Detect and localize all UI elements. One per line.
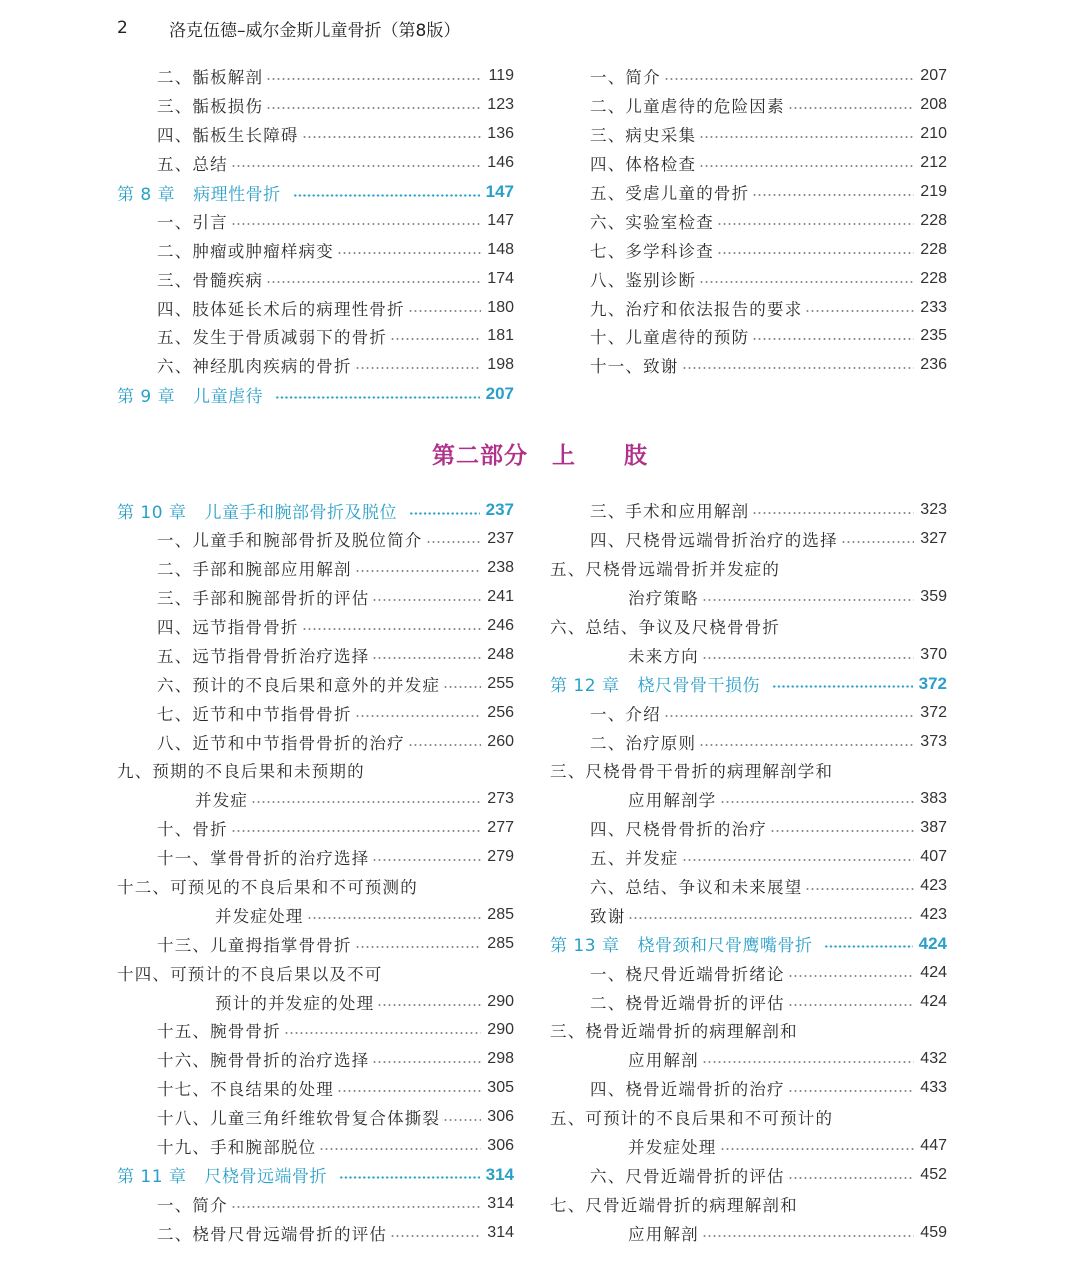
dot-leader bbox=[770, 830, 914, 832]
entry-title: 一、简介 bbox=[590, 68, 661, 88]
toc-entry bbox=[550, 727, 947, 756]
dot-leader bbox=[337, 252, 481, 254]
toc-entry bbox=[117, 1132, 514, 1161]
page-ref: 372 bbox=[920, 703, 947, 721]
dot-leader bbox=[293, 194, 480, 197]
dot-leader bbox=[372, 859, 481, 861]
page-ref: 424 bbox=[920, 992, 947, 1010]
toc-entry bbox=[550, 496, 947, 525]
dot-leader bbox=[682, 859, 915, 861]
page-ref: 207 bbox=[920, 67, 947, 85]
toc-entry bbox=[550, 554, 947, 583]
chapter-number: 第 13 章 bbox=[550, 936, 620, 957]
toc-entry bbox=[550, 1074, 947, 1103]
page-ref: 208 bbox=[920, 96, 947, 114]
dot-leader bbox=[788, 1090, 915, 1092]
toc-entry bbox=[550, 785, 947, 814]
page-ref: 305 bbox=[487, 1079, 514, 1097]
dot-leader bbox=[699, 136, 914, 138]
toc-entry bbox=[117, 206, 514, 235]
page-ref: 233 bbox=[920, 298, 947, 316]
dot-leader bbox=[699, 744, 914, 746]
dot-leader bbox=[788, 1177, 915, 1179]
page-ref: 210 bbox=[920, 125, 947, 143]
toc-entry bbox=[550, 525, 947, 554]
chapter-title: 尺桡骨远端骨折 bbox=[204, 1167, 327, 1188]
dot-leader bbox=[699, 165, 914, 167]
page-ref: 306 bbox=[487, 1137, 514, 1155]
toc-entry bbox=[117, 929, 514, 958]
page-ref: 459 bbox=[920, 1223, 947, 1241]
toc-entry bbox=[117, 958, 514, 987]
page-ref: 147 bbox=[485, 182, 514, 201]
page-ref: 285 bbox=[487, 934, 514, 952]
entry-title: 五、并发症 bbox=[590, 849, 679, 869]
entry-title: 一、桡尺骨近端骨折绪论 bbox=[590, 964, 785, 984]
entry-title: 六、总结、争议和未来展望 bbox=[590, 878, 803, 898]
page-ref: 424 bbox=[918, 933, 947, 953]
dot-leader bbox=[717, 252, 914, 254]
toc-entry bbox=[117, 322, 514, 351]
toc-entry bbox=[550, 149, 947, 178]
chapter-title: 桡尺骨骨干损伤 bbox=[637, 676, 760, 697]
toc-entry bbox=[117, 785, 514, 814]
dot-leader bbox=[752, 194, 914, 196]
entry-title: 十二、可预见的不良后果和不可预测的 bbox=[117, 878, 418, 898]
entry-title: 八、鉴别诊断 bbox=[590, 270, 697, 290]
entry-title: 二、肿瘤或肿瘤样病变 bbox=[157, 241, 334, 261]
page-ref: 273 bbox=[487, 790, 514, 808]
page-ref: 387 bbox=[920, 819, 947, 837]
dot-leader bbox=[408, 744, 481, 746]
page-ref: 432 bbox=[920, 1050, 947, 1068]
toc-entry bbox=[550, 351, 947, 380]
toc-entry bbox=[117, 293, 514, 322]
dot-leader bbox=[372, 599, 481, 601]
page-ref: 447 bbox=[920, 1137, 947, 1155]
entry-title: 五、总结 bbox=[157, 155, 228, 175]
page-ref: 241 bbox=[487, 588, 514, 606]
page-ref: 136 bbox=[487, 125, 514, 143]
page-ref: 260 bbox=[487, 732, 514, 750]
toc-entry bbox=[550, 293, 947, 322]
page-header bbox=[117, 13, 460, 43]
dot-leader bbox=[307, 917, 482, 919]
dot-leader bbox=[355, 570, 482, 572]
toc-entry bbox=[117, 1218, 514, 1247]
dot-leader bbox=[628, 917, 914, 919]
dot-leader bbox=[266, 78, 482, 80]
dot-leader bbox=[772, 685, 913, 688]
dot-leader bbox=[752, 512, 914, 514]
entry-title: 三、桡骨近端骨折的病理解剖和 bbox=[550, 1022, 798, 1042]
toc-entry bbox=[550, 756, 947, 785]
dot-leader bbox=[302, 628, 482, 630]
page-ref: 123 bbox=[487, 96, 514, 114]
page-ref: 146 bbox=[487, 154, 514, 172]
toc-entry bbox=[117, 612, 514, 641]
dot-leader bbox=[426, 541, 482, 543]
toc-chapter-entry bbox=[117, 1160, 514, 1189]
dot-leader bbox=[805, 888, 914, 890]
page-ref: 228 bbox=[920, 240, 947, 258]
dot-leader bbox=[319, 1148, 481, 1150]
page-ref: 383 bbox=[920, 790, 947, 808]
dot-leader bbox=[337, 1090, 481, 1092]
dot-leader bbox=[841, 541, 914, 543]
dot-leader bbox=[702, 1061, 914, 1063]
page-ref: 119 bbox=[488, 67, 514, 85]
entry-title: 并发症处理 bbox=[215, 906, 304, 926]
entry-title: 并发症处理 bbox=[628, 1138, 717, 1158]
page-ref: 237 bbox=[487, 530, 514, 548]
toc-entry bbox=[117, 1074, 514, 1103]
entry-title: 七、近节和中节指骨骨折 bbox=[157, 704, 352, 724]
page-ref: 423 bbox=[920, 877, 947, 895]
page-ref: 327 bbox=[920, 530, 947, 548]
dot-leader bbox=[699, 281, 914, 283]
dot-leader bbox=[717, 223, 914, 225]
entry-title: 十八、儿童三角纤维软骨复合体撕裂 bbox=[157, 1109, 441, 1129]
entry-title: 二、桡骨尺骨远端骨折的评估 bbox=[157, 1224, 388, 1244]
dot-leader bbox=[275, 396, 480, 399]
dot-leader bbox=[390, 338, 481, 340]
entry-title: 三、骨髓疾病 bbox=[157, 270, 264, 290]
page-ref: 423 bbox=[920, 905, 947, 923]
chapter-title: 儿童手和腕部骨折及脱位 bbox=[204, 502, 397, 523]
dot-leader bbox=[702, 1235, 914, 1237]
toc-entry bbox=[117, 351, 514, 380]
toc-entry bbox=[550, 1045, 947, 1074]
entry-title: 治疗策略 bbox=[628, 589, 699, 609]
toc-entry bbox=[117, 1045, 514, 1074]
toc-column-top-left bbox=[117, 62, 514, 409]
toc-entry bbox=[550, 264, 947, 293]
toc-entry bbox=[117, 843, 514, 872]
toc-entry bbox=[117, 1189, 514, 1218]
toc-column-top-right bbox=[550, 62, 947, 380]
chapter-number: 第 8 章 bbox=[117, 184, 176, 205]
page-ref: 323 bbox=[920, 501, 947, 519]
page-ref: 372 bbox=[918, 673, 947, 693]
toc-entry bbox=[117, 149, 514, 178]
page-number: 2 bbox=[117, 18, 128, 38]
toc-entry bbox=[117, 756, 514, 785]
entry-title: 应用解剖 bbox=[628, 1224, 699, 1244]
toc-entry bbox=[550, 62, 947, 91]
entry-title: 二、治疗原则 bbox=[590, 733, 697, 753]
dot-leader bbox=[266, 107, 481, 109]
dot-leader bbox=[664, 78, 914, 80]
toc-entry bbox=[550, 843, 947, 872]
chapter-title: 病理性骨折 bbox=[193, 184, 281, 205]
toc-entry bbox=[117, 987, 514, 1016]
entry-title: 并发症 bbox=[195, 791, 249, 811]
entry-title: 九、预期的不良后果和未预期的 bbox=[117, 762, 365, 782]
dot-leader bbox=[664, 715, 914, 717]
page-ref: 198 bbox=[487, 356, 514, 374]
entry-title: 十七、不良结果的处理 bbox=[157, 1080, 334, 1100]
toc-entry bbox=[550, 900, 947, 929]
toc-chapter-entry bbox=[550, 929, 947, 958]
dot-leader bbox=[390, 1235, 481, 1237]
toc-chapter-entry bbox=[117, 496, 514, 525]
entry-title: 四、尺桡骨骨折的治疗 bbox=[590, 820, 767, 840]
toc-entry bbox=[117, 554, 514, 583]
entry-title: 应用解剖学 bbox=[628, 791, 717, 811]
page-ref: 277 bbox=[487, 819, 514, 837]
page-ref: 255 bbox=[487, 674, 514, 692]
page-ref: 314 bbox=[487, 1194, 514, 1212]
entry-title: 四、桡骨近端骨折的治疗 bbox=[590, 1080, 785, 1100]
dot-leader bbox=[788, 975, 915, 977]
dot-leader bbox=[302, 136, 482, 138]
entry-title: 二、手部和腕部应用解剖 bbox=[157, 560, 352, 580]
toc-entry bbox=[550, 640, 947, 669]
toc-entry bbox=[117, 872, 514, 901]
page-ref: 238 bbox=[487, 559, 514, 577]
page-ref: 424 bbox=[920, 963, 947, 981]
dot-leader bbox=[231, 1206, 481, 1208]
entry-title: 致谢 bbox=[590, 906, 626, 926]
page-ref: 279 bbox=[487, 848, 514, 866]
entry-title: 十一、致谢 bbox=[590, 357, 679, 377]
page-ref: 285 bbox=[487, 905, 514, 923]
page-ref: 181 bbox=[487, 327, 514, 345]
entry-title: 五、可预计的不良后果和不可预计的 bbox=[550, 1109, 834, 1129]
dot-leader bbox=[443, 686, 481, 688]
entry-title: 一、简介 bbox=[157, 1195, 228, 1215]
entry-title: 三、手术和应用解剖 bbox=[590, 502, 750, 522]
page-ref: 180 bbox=[487, 298, 514, 316]
entry-title: 三、病史采集 bbox=[590, 126, 697, 146]
toc-entry bbox=[550, 1016, 947, 1045]
entry-title: 十三、儿童拇指掌骨骨折 bbox=[157, 935, 352, 955]
dot-leader bbox=[443, 1119, 481, 1121]
entry-title: 三、骺板损伤 bbox=[157, 97, 264, 117]
entry-title: 一、引言 bbox=[157, 212, 228, 232]
toc-entry bbox=[550, 814, 947, 843]
toc-chapter-entry bbox=[117, 380, 514, 409]
page-ref: 359 bbox=[920, 588, 947, 606]
toc-entry bbox=[117, 62, 514, 91]
part-title: 第二部分 上 肢 bbox=[432, 442, 648, 469]
dot-leader bbox=[284, 1032, 481, 1034]
toc-entry bbox=[550, 206, 947, 235]
page-ref: 212 bbox=[920, 154, 947, 172]
entry-title: 五、受虐儿童的骨折 bbox=[590, 184, 750, 203]
page-ref: 314 bbox=[487, 1223, 514, 1241]
page-ref: 452 bbox=[920, 1165, 947, 1183]
dot-leader bbox=[372, 657, 481, 659]
dot-leader bbox=[752, 338, 914, 340]
entry-title: 十六、腕骨骨折的治疗选择 bbox=[157, 1051, 370, 1071]
entry-title: 四、肢体延长术后的病理性骨折 bbox=[157, 299, 405, 319]
toc-entry bbox=[550, 1189, 947, 1218]
entry-title: 五、尺桡骨远端骨折并发症的 bbox=[550, 560, 781, 580]
toc-entry bbox=[550, 872, 947, 901]
dot-leader bbox=[720, 1148, 915, 1150]
dot-leader bbox=[409, 512, 480, 515]
page-ref: 373 bbox=[920, 732, 947, 750]
page-ref: 314 bbox=[485, 1164, 514, 1184]
entry-title: 十五、腕骨骨折 bbox=[157, 1022, 281, 1042]
dot-leader bbox=[788, 1004, 915, 1006]
dot-leader bbox=[339, 1176, 480, 1179]
entry-title: 六、神经肌肉疾病的骨折 bbox=[157, 357, 352, 377]
toc-entry bbox=[550, 698, 947, 727]
entry-title: 三、尺桡骨骨干骨折的病理解剖学和 bbox=[550, 762, 834, 782]
dot-leader bbox=[355, 367, 482, 369]
toc-entry bbox=[550, 235, 947, 264]
page-ref: 298 bbox=[487, 1050, 514, 1068]
entry-title: 六、尺骨近端骨折的评估 bbox=[590, 1166, 785, 1186]
chapter-number: 第 11 章 bbox=[117, 1167, 187, 1188]
entry-title: 十九、手和腕部脱位 bbox=[157, 1138, 317, 1158]
page-ref: 290 bbox=[487, 992, 514, 1010]
toc-entry bbox=[117, 583, 514, 612]
page-ref: 147 bbox=[487, 211, 514, 229]
toc-entry bbox=[117, 120, 514, 149]
entry-title: 十、儿童虐待的预防 bbox=[590, 328, 750, 348]
page-ref: 290 bbox=[487, 1021, 514, 1039]
page-ref: 407 bbox=[920, 848, 947, 866]
page-ref: 306 bbox=[487, 1108, 514, 1126]
toc-entry bbox=[117, 1016, 514, 1045]
page-ref: 174 bbox=[487, 269, 514, 287]
toc-entry bbox=[550, 120, 947, 149]
entry-title: 八、近节和中节指骨骨折的治疗 bbox=[157, 733, 405, 753]
dot-leader bbox=[355, 715, 482, 717]
dot-leader bbox=[702, 657, 914, 659]
entry-title: 六、实验室检查 bbox=[590, 212, 714, 232]
toc-entry bbox=[117, 1103, 514, 1132]
entry-title: 十四、可预计的不良后果以及不可 bbox=[117, 964, 383, 984]
toc-entry bbox=[550, 178, 947, 207]
page-ref: 237 bbox=[485, 500, 514, 520]
dot-leader bbox=[377, 1004, 481, 1006]
page-ref: 256 bbox=[487, 703, 514, 721]
chapter-title: 儿童虐待 bbox=[193, 386, 264, 407]
toc-entry bbox=[117, 669, 514, 698]
toc-entry bbox=[117, 91, 514, 120]
page-ref: 248 bbox=[487, 645, 514, 663]
toc-entry bbox=[117, 727, 514, 756]
entry-title: 四、体格检查 bbox=[590, 155, 697, 175]
dot-leader bbox=[682, 367, 915, 369]
entry-title: 一、儿童手和腕部骨折及脱位简介 bbox=[157, 531, 423, 551]
entry-title: 九、治疗和依法报告的要求 bbox=[590, 299, 803, 319]
entry-title: 十、骨折 bbox=[157, 820, 228, 840]
book-title: 洛克伍德–威尔金斯儿童骨折（第8版） bbox=[169, 20, 461, 41]
page-ref: 433 bbox=[920, 1079, 947, 1097]
toc-entry bbox=[550, 1132, 947, 1161]
dot-leader bbox=[266, 281, 481, 283]
entry-title: 十一、掌骨骨折的治疗选择 bbox=[157, 849, 370, 869]
toc-entry bbox=[550, 1103, 947, 1132]
entry-title: 三、手部和腕部骨折的评估 bbox=[157, 589, 370, 609]
entry-title: 六、总结、争议及尺桡骨骨折 bbox=[550, 618, 781, 637]
entry-title: 二、儿童虐待的危险因素 bbox=[590, 97, 785, 117]
toc-chapter-entry bbox=[117, 178, 514, 207]
toc-entry bbox=[550, 1160, 947, 1189]
toc-entry bbox=[550, 958, 947, 987]
dot-leader bbox=[824, 945, 912, 948]
toc-entry bbox=[550, 987, 947, 1016]
toc-entry bbox=[550, 91, 947, 120]
dot-leader bbox=[231, 165, 481, 167]
page-ref: 207 bbox=[485, 384, 514, 404]
page-ref: 228 bbox=[920, 211, 947, 229]
entry-title: 一、介绍 bbox=[590, 704, 661, 724]
toc-entry bbox=[117, 698, 514, 727]
toc-entry bbox=[117, 264, 514, 293]
entry-title: 六、预计的不良后果和意外的并发症 bbox=[157, 675, 441, 695]
dot-leader bbox=[251, 801, 481, 803]
toc-entry bbox=[117, 814, 514, 843]
dot-leader bbox=[805, 310, 914, 312]
chapter-number: 第 12 章 bbox=[550, 676, 620, 697]
toc-entry bbox=[117, 640, 514, 669]
dot-leader bbox=[408, 310, 481, 312]
toc-entry bbox=[550, 612, 947, 641]
entry-title: 二、骺板解剖 bbox=[157, 68, 264, 88]
dot-leader bbox=[720, 801, 915, 803]
dot-leader bbox=[355, 946, 482, 948]
page-ref: 219 bbox=[920, 183, 947, 200]
entry-title: 七、多学科诊查 bbox=[590, 241, 714, 261]
entry-title: 预计的并发症的处理 bbox=[215, 993, 375, 1013]
toc-entry bbox=[117, 525, 514, 554]
page-ref: 246 bbox=[487, 617, 514, 634]
entry-title: 四、骺板生长障碍 bbox=[157, 126, 299, 146]
dot-leader bbox=[231, 830, 481, 832]
entry-title: 二、桡骨近端骨折的评估 bbox=[590, 993, 785, 1013]
page-ref: 235 bbox=[920, 327, 947, 345]
entry-title: 五、远节指骨骨折治疗选择 bbox=[157, 646, 370, 666]
toc-entry bbox=[550, 583, 947, 612]
entry-title: 四、远节指骨骨折 bbox=[157, 618, 299, 637]
entry-title: 四、尺桡骨远端骨折治疗的选择 bbox=[590, 531, 838, 551]
entry-title: 七、尺骨近端骨折的病理解剖和 bbox=[550, 1195, 798, 1215]
entry-title: 五、发生于骨质减弱下的骨折 bbox=[157, 328, 388, 348]
chapter-number: 第 10 章 bbox=[117, 502, 187, 523]
toc-entry bbox=[550, 1218, 947, 1247]
dot-leader bbox=[231, 223, 481, 225]
toc-column-bottom-left bbox=[117, 496, 514, 1247]
entry-title: 应用解剖 bbox=[628, 1051, 699, 1071]
toc-column-bottom-right bbox=[550, 496, 947, 1247]
toc-chapter-entry bbox=[550, 669, 947, 698]
toc-entry bbox=[117, 900, 514, 929]
dot-leader bbox=[702, 599, 914, 601]
entry-title: 未来方向 bbox=[628, 646, 699, 666]
toc-entry bbox=[117, 235, 514, 264]
page-ref: 148 bbox=[487, 240, 514, 258]
page-ref: 370 bbox=[920, 645, 947, 663]
dot-leader bbox=[372, 1061, 481, 1063]
page-ref: 236 bbox=[920, 356, 947, 374]
page-ref: 228 bbox=[920, 269, 947, 287]
toc-entry bbox=[550, 322, 947, 351]
chapter-title: 桡骨颈和尺骨鹰嘴骨折 bbox=[637, 936, 813, 957]
dot-leader bbox=[788, 107, 915, 109]
chapter-number: 第 9 章 bbox=[117, 386, 176, 407]
